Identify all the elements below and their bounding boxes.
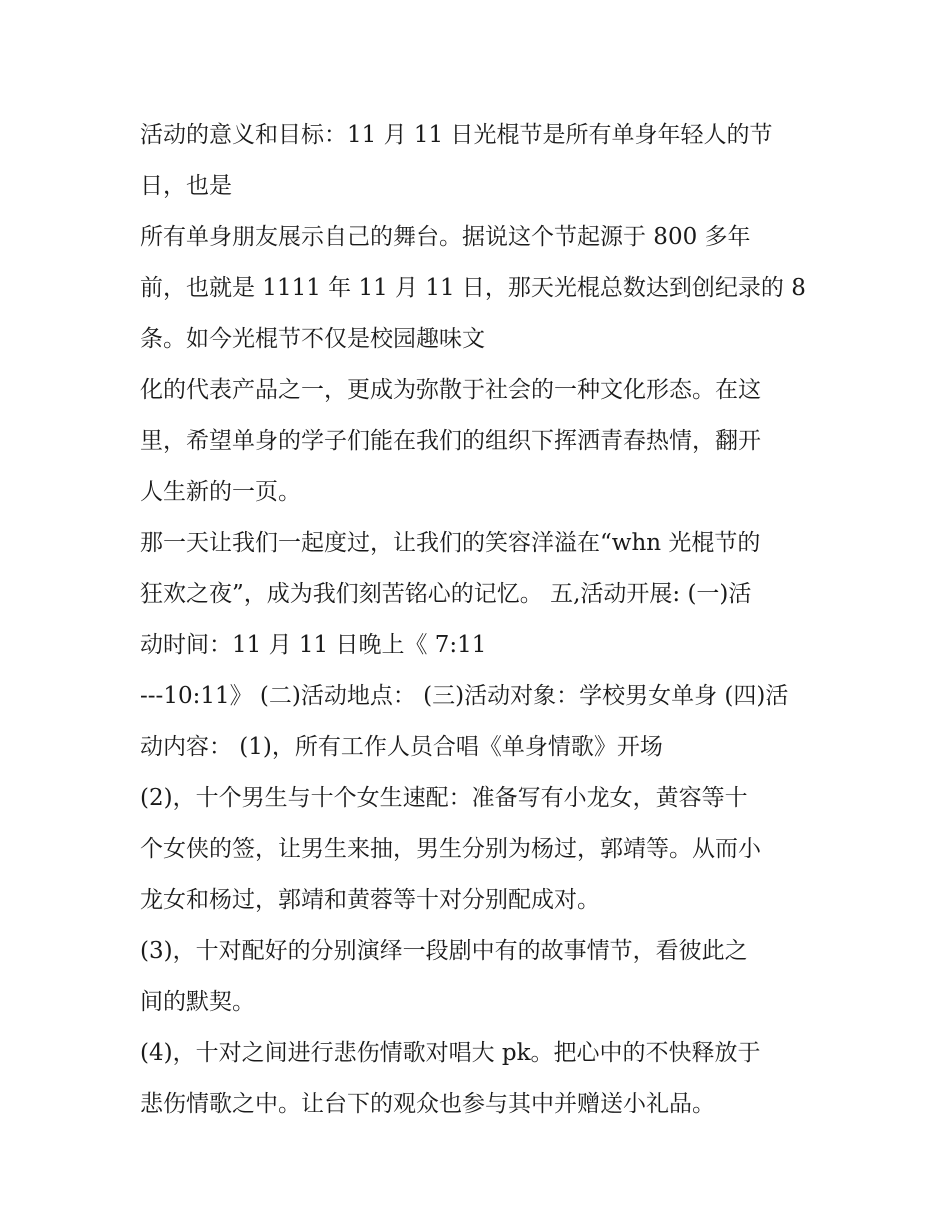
text-line: 活动的意义和目标：11 月 11 日光棍节是所有单身年轻人的节	[140, 122, 773, 148]
text-line: 所有单身朋友展示自己的舞台。据说这个节起源于 800 多年	[140, 224, 751, 250]
text-line: 那一天让我们一起度过，让我们的笑容洋溢在“whn 光棍节的	[140, 530, 761, 556]
text-line: (3)，十对配好的分别演绎一段剧中有的故事情节，看彼此之	[140, 938, 748, 964]
text-line: 龙女和杨过，郭靖和黄蓉等十对分别配成对。	[140, 887, 600, 913]
text-line: 人生新的一页。	[140, 479, 301, 505]
text-line: 日，也是	[140, 173, 232, 199]
text-line: 前，也就是 1111 年 11 月 11 日，那天光棍总数达到创纪录的 8	[140, 275, 806, 301]
text-line: 间的默契。	[140, 989, 255, 1015]
text-line: 化的代表产品之一，更成为弥散于社会的一种文化形态。在这	[140, 377, 761, 403]
text-line: (2)，十个男生与十个女生速配：准备写有小龙女，黄容等十	[140, 785, 748, 811]
text-line: ---10:11》 (二)活动地点： (三)活动对象：学校男女单身 (四)活	[140, 683, 789, 709]
text-line: 动时间：11 月 11 日晚上《 7:11	[140, 632, 487, 658]
text-line: 动内容： (1)，所有工作人员合唱《单身情歌》开场	[140, 734, 663, 760]
text-line: (4)，十对之间进行悲伤情歌对唱大 pk。把心中的不快释放于	[140, 1040, 761, 1066]
text-line: 里，希望单身的学子们能在我们的组织下挥洒青春热情，翻开	[140, 428, 761, 454]
text-line: 悲伤情歌之中。让台下的观众也参与其中并赠送小礼品。	[140, 1091, 715, 1117]
text-line: 狂欢之夜”，成为我们刻苦铭心的记忆。 五,活动开展: (一)活	[140, 581, 752, 607]
document-body	[140, 110, 820, 1130]
text-line: 个女侠的签，让男生来抽，男生分别为杨过，郭靖等。从而小	[140, 836, 761, 862]
text-line: 条。如今光棍节不仅是校园趣味文	[140, 326, 485, 352]
